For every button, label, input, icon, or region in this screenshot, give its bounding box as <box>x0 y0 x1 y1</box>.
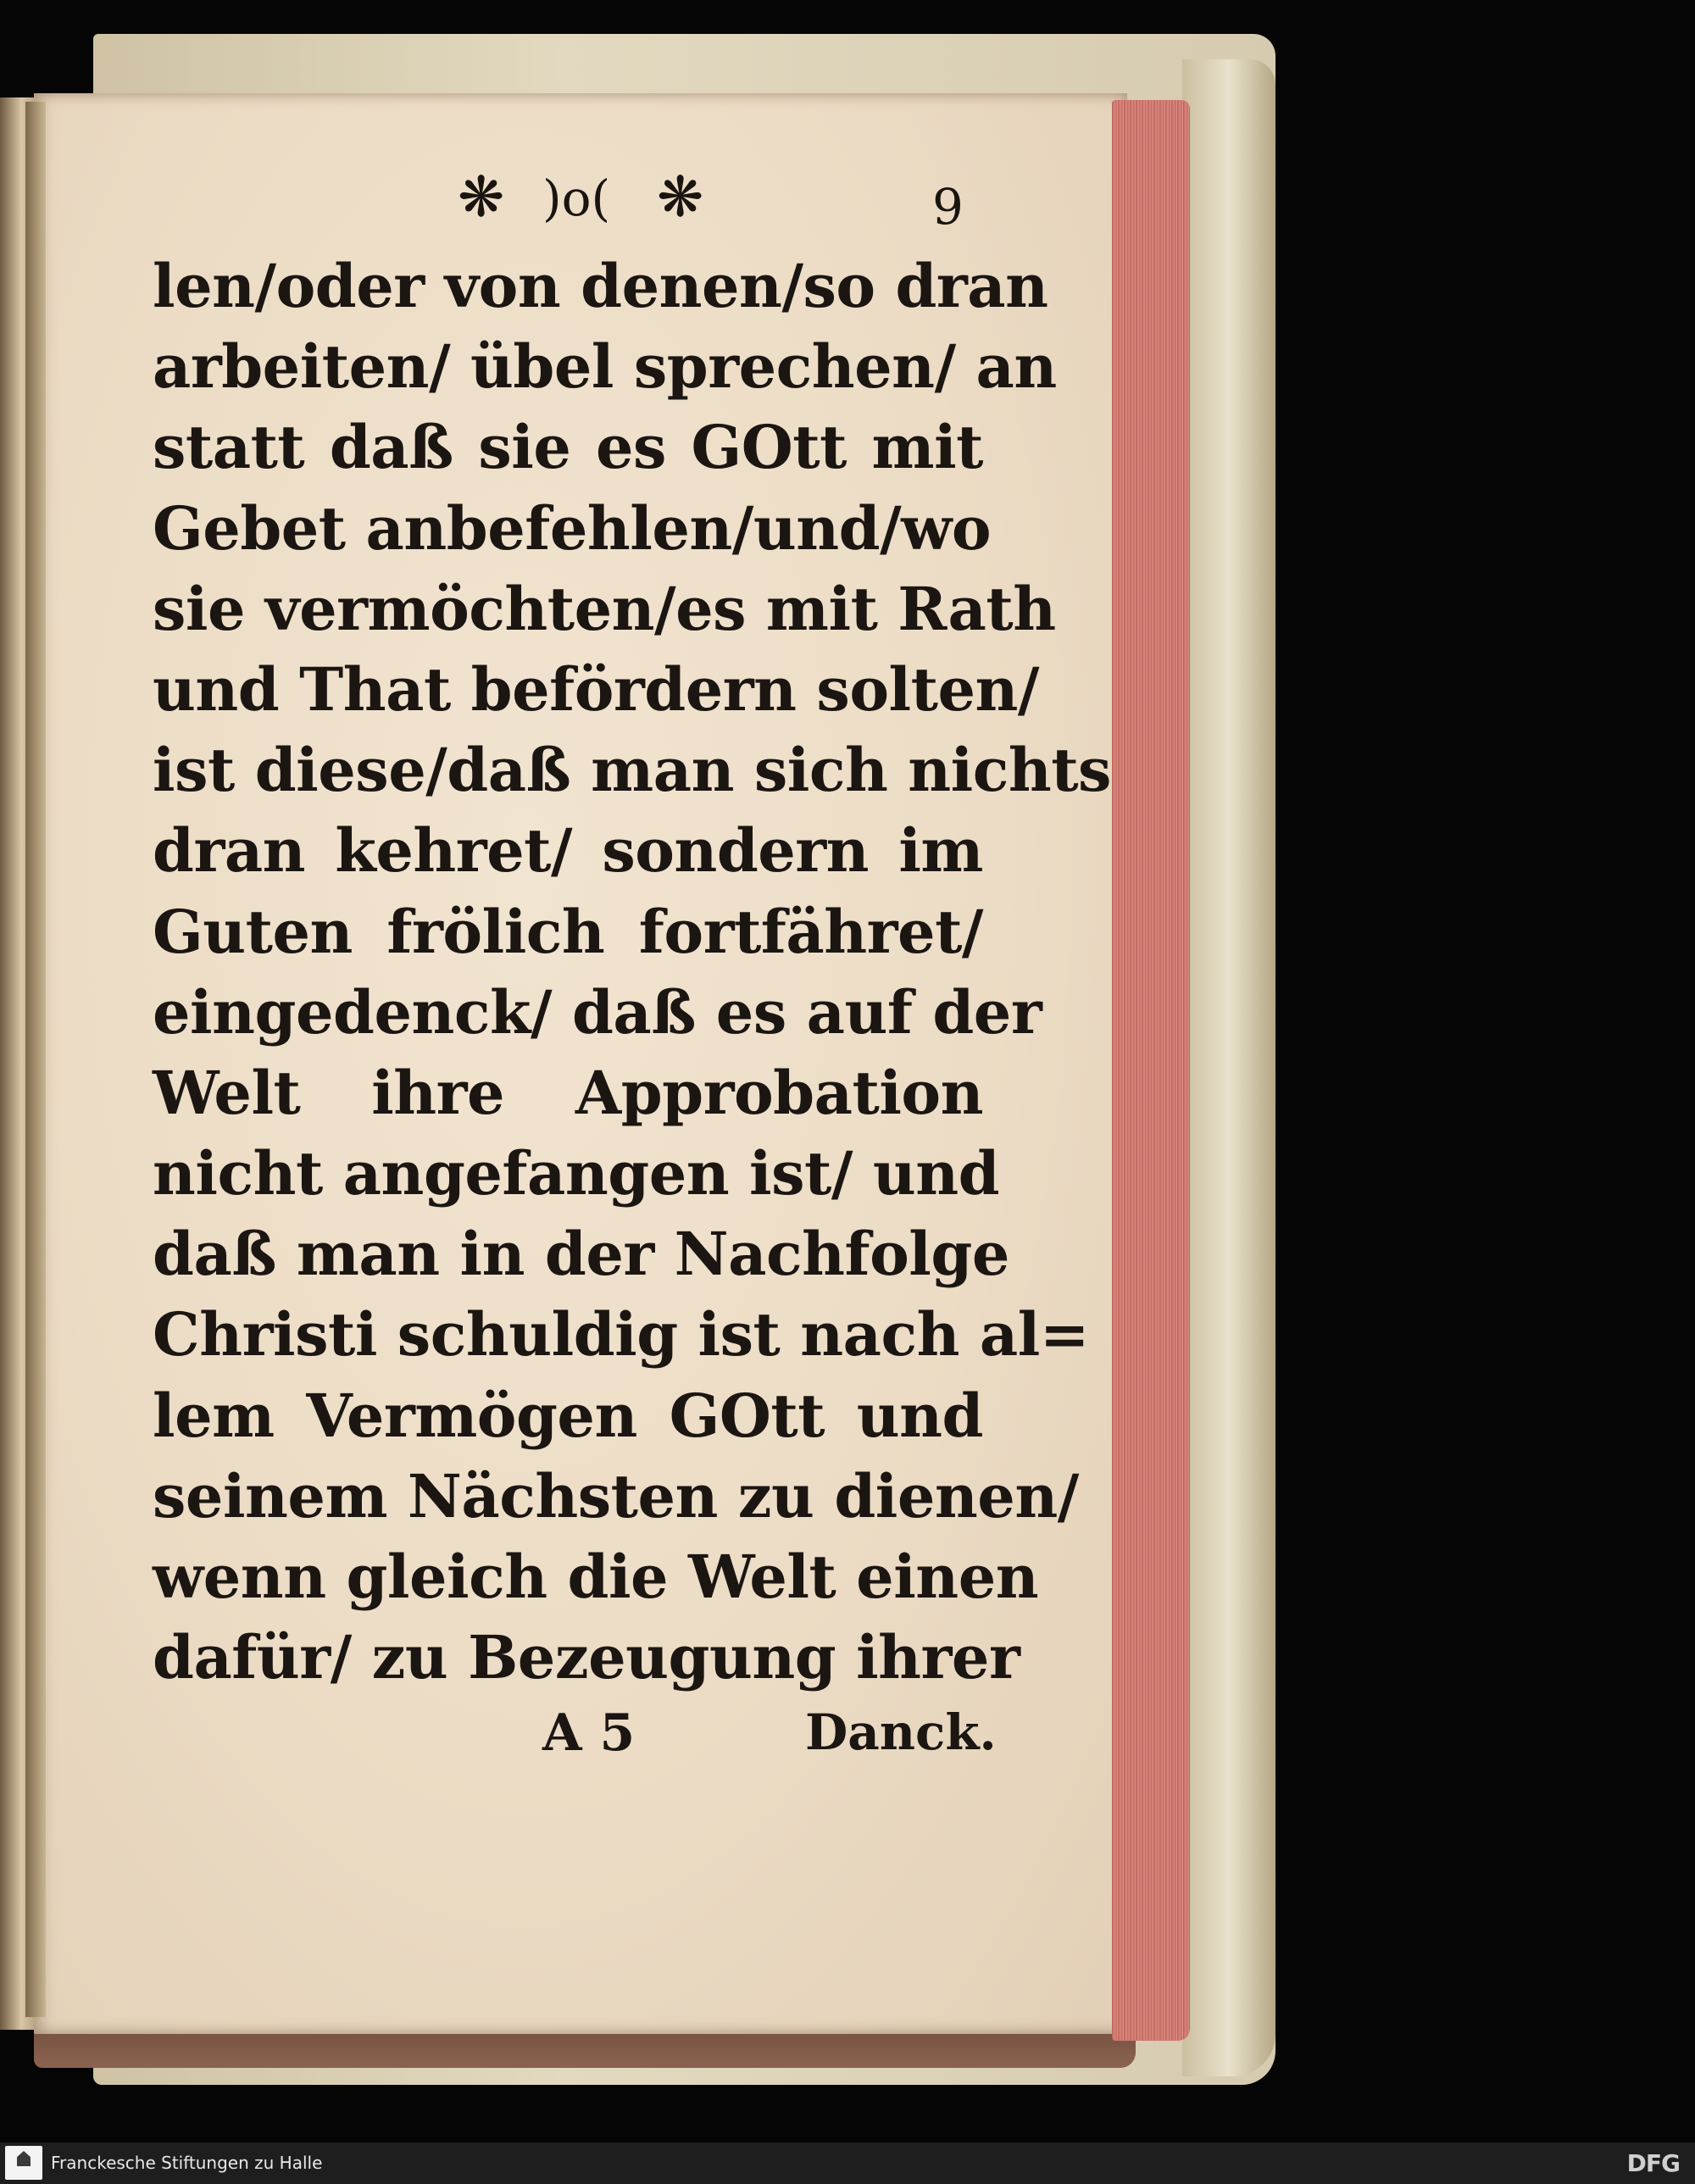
text-line: dran kehret/ sondern im <box>153 815 983 886</box>
text-line: arbeiten/ übel sprechen/ an <box>153 331 1057 403</box>
institution-logo-icon <box>5 2146 42 2180</box>
header-ornament: )o( <box>542 169 611 227</box>
flower-ornament-icon: ❋ <box>657 164 704 230</box>
body-text <box>153 246 1111 1698</box>
catchword: Danck. <box>805 1703 997 1761</box>
text-line: sie vermöchten/es mit Rath <box>153 573 1056 644</box>
text-line: dafür/ zu Bezeugung ihrer <box>153 1622 1020 1693</box>
text-line: und That befördern solten/ <box>153 653 1039 725</box>
text-line: Welt ihre Approbation <box>153 1057 983 1128</box>
attribution-bar <box>0 2142 1695 2184</box>
institution-name: Franckesche Stiftungen zu Halle <box>51 2153 323 2173</box>
text-line: wenn gleich die Welt einen <box>153 1542 1039 1612</box>
flower-ornament-icon: ❋ <box>458 164 505 230</box>
text-line: ist diese/daß man sich nichts <box>153 735 1111 806</box>
page-header <box>0 164 1695 254</box>
text-line: nicht angefangen ist/ und <box>153 1138 1000 1209</box>
funder-logo: DFG <box>1626 2149 1680 2177</box>
page-number: 9 <box>932 178 964 236</box>
text-line: len/oder von denen/so dran <box>153 251 1048 321</box>
text-line: lem Vermögen GOtt und <box>153 1380 983 1451</box>
text-line: Guten frölich fortfähret/ <box>153 896 983 967</box>
page-footer <box>0 1703 1695 1788</box>
signature-mark: A 5 <box>542 1703 636 1763</box>
text-line: daß man in der Nachfolge <box>153 1219 1009 1290</box>
text-line: seinem Nächsten zu dienen/ <box>153 1460 1079 1531</box>
text-line: Christi schuldig ist nach al= <box>153 1299 1089 1370</box>
building-icon <box>17 2151 31 2166</box>
text-line: statt daß sie es GOtt mit <box>153 412 983 483</box>
text-line: eingedenck/ daß es auf der <box>153 976 1042 1048</box>
text-line: Gebet anbefehlen/und/wo <box>153 492 992 564</box>
